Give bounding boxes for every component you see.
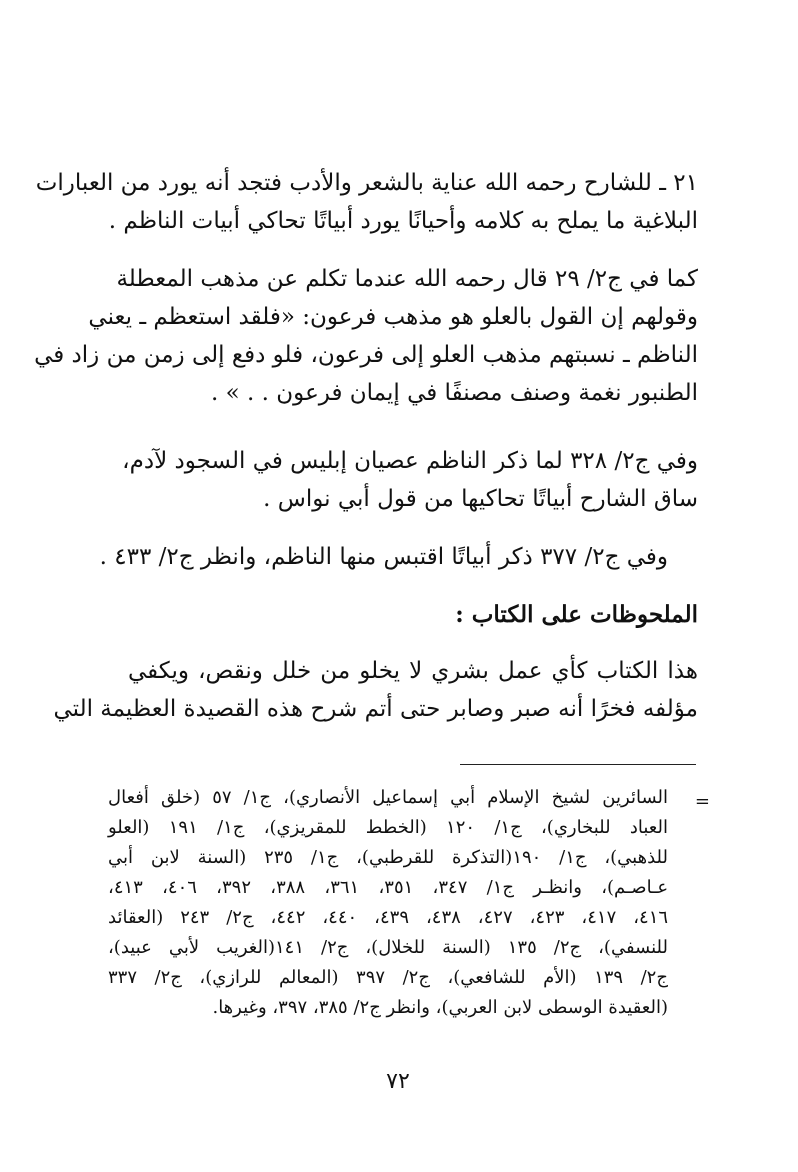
footnote-line: العباد للبخاري)، ج١/ ١٢٠ (الخطط للمقريزي)، ج١/ ١٩١ (العلو — [108, 817, 668, 838]
section-title: الملحوظات على الكتاب : — [455, 601, 698, 628]
footnote-continuation-marker: = — [694, 791, 710, 812]
paragraph-line: ٢١ ـ للشارح رحمه الله عناية بالشعر والأدب فتجد أنه يورد من العبارات — [35, 170, 698, 196]
footnote-line: للذهبي)، ج١/ ١٩٠(التذكرة للقرطبي)، ج١/ ٢٣٥ (السنة لابن أبي — [108, 847, 668, 868]
footnote-line: ج٢/ ١٣٩ (الأم للشافعي)، ج٢/ ٣٩٧ (المعالم للرازي)، ج٢/ ٣٣٧ — [108, 967, 668, 988]
page-number: ٧٢ — [386, 1069, 410, 1094]
footnote-line: السائرين لشيخ الإسلام أبي إسماعيل الأنصاري)، ج١/ ٥٧ (خلق أفعال — [108, 787, 668, 808]
paragraph-line: البلاغية ما يملح به كلامه وأحيانًا يورد أبياتًا تحاكي أبيات الناظم . — [108, 208, 698, 234]
paragraph-line: وفي ج٢/ ٣٧٧ ذكر أبياتًا اقتبس منها الناظم، وانظر ج٢/ ٤٣٣ . — [99, 544, 668, 570]
paragraph-line: الناظم ـ نسبتهم مذهب العلو إلى فرعون، فلو دفع إلى زمن من زاد في — [34, 342, 698, 368]
paragraph-line: وقولهم إن القول بالعلو هو مذهب فرعون: «فلقد استعظم ـ يعني — [88, 304, 698, 330]
paragraph-line: ساق الشارح أبياتًا تحاكيها من قول أبي نواس . — [263, 486, 698, 512]
footnote-line: للنسفي)، ج٢/ ١٣٥ (السنة للخلال)، ج٢/ ١٤١(الغريب لأبي عبيد)، — [108, 937, 668, 958]
footnote-separator — [460, 764, 696, 765]
footnote-line: ٤١٦، ٤١٧، ٤٢٣، ٤٢٧، ٤٣٨، ٤٣٩، ٤٤٠، ٤٤٢، ج٢/ ٢٤٣ (العقائد — [108, 907, 669, 928]
paragraph-line: هذا الكتاب كأي عمل بشري لا يخلو من خلل ونقص، ويكفي — [128, 658, 698, 684]
footnote-line: (العقيدة الوسطى لابن العربي)، وانظر ج٢/ ٣٨٥، ٣٩٧، وغيرها. — [212, 997, 668, 1018]
paragraph-line: الطنبور نغمة وصنف مصنفًا في إيمان فرعون . . » . — [211, 380, 698, 406]
paragraph-line: كما في ج٢/ ٢٩ قال رحمه الله عندما تكلم عن مذهب المعطلة — [116, 266, 698, 292]
footnote-line: عـاصـم)، وانظـر ج١/ ٣٤٧، ٣٥١، ٣٦١، ٣٨٨، ٣٩٢، ٤٠٦، ٤١٣، — [108, 877, 669, 898]
paragraph-line: وفي ج٢/ ٣٢٨ لما ذكر الناظم عصيان إبليس في السجود لآدم، — [122, 448, 698, 474]
paragraph-line: مؤلفه فخرًا أنه صبر وصابر حتى أتم شرح هذه القصيدة العظيمة التي — [53, 696, 698, 722]
